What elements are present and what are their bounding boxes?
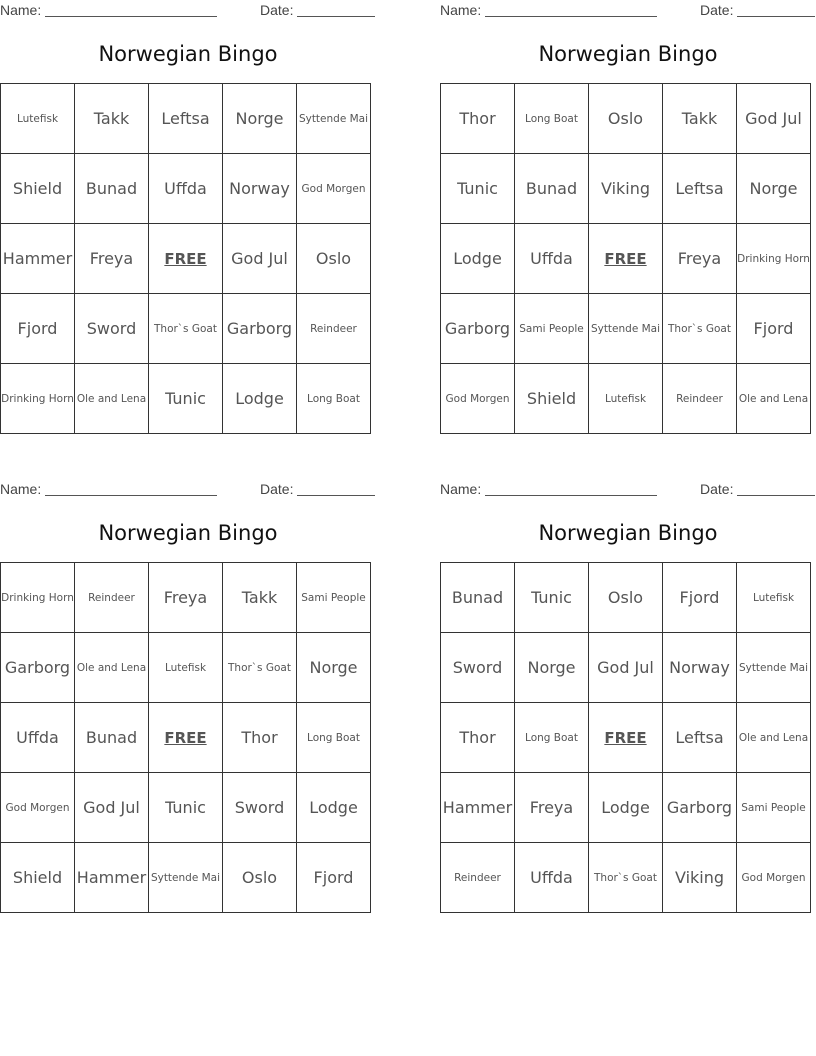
bingo-card-1 [0, 0, 376, 430]
date-line [737, 16, 815, 17]
bingo-cell: Oslo [223, 843, 297, 913]
bingo-row [441, 84, 811, 154]
free-space: FREE [589, 224, 663, 294]
bingo-cell: Thor`s Goat [663, 294, 737, 364]
bingo-cell: Ole and Lena [737, 364, 811, 434]
card-header [440, 481, 816, 499]
bingo-cell: Fjord [737, 294, 811, 364]
bingo-cell: God Jul [75, 773, 149, 843]
bingo-cell: Leftsa [663, 703, 737, 773]
bingo-cell: Syttende Mai [149, 843, 223, 913]
bingo-cell: God Jul [223, 224, 297, 294]
bingo-cell: Lutefisk [589, 364, 663, 434]
bingo-cell: Oslo [297, 224, 371, 294]
bingo-cell: Takk [663, 84, 737, 154]
bingo-cell: Lodge [223, 364, 297, 434]
bingo-cell: Sami People [515, 294, 589, 364]
bingo-cell: Uffda [149, 154, 223, 224]
bingo-cell: God Morgen [1, 773, 75, 843]
bingo-cell: Oslo [589, 84, 663, 154]
bingo-cell: Sword [441, 633, 515, 703]
bingo-cell: Norge [515, 633, 589, 703]
bingo-cell: Shield [515, 364, 589, 434]
bingo-cell: Lutefisk [149, 633, 223, 703]
bingo-row [441, 633, 811, 703]
bingo-cell: Leftsa [149, 84, 223, 154]
bingo-row [1, 703, 371, 773]
bingo-row [441, 563, 811, 633]
bingo-cell: Thor [223, 703, 297, 773]
bingo-grid [0, 83, 371, 434]
date-line [737, 495, 815, 496]
bingo-cell: Hammer [1, 224, 75, 294]
bingo-cell: Bunad [75, 154, 149, 224]
bingo-cell: God Jul [737, 84, 811, 154]
bingo-cell: Uffda [515, 224, 589, 294]
bingo-cell: God Morgen [297, 154, 371, 224]
bingo-cell: Reindeer [75, 563, 149, 633]
free-space: FREE [149, 703, 223, 773]
bingo-cell: Sword [75, 294, 149, 364]
bingo-row [441, 773, 811, 843]
bingo-card-2 [440, 0, 816, 430]
bingo-cell: Drinking Horn [737, 224, 811, 294]
bingo-cell: Tunic [441, 154, 515, 224]
bingo-card-3 [0, 479, 376, 909]
bingo-cell: Syttende Mai [297, 84, 371, 154]
bingo-cell: Sami People [297, 563, 371, 633]
bingo-row [1, 563, 371, 633]
bingo-cell: Long Boat [515, 703, 589, 773]
bingo-cell: Thor`s Goat [589, 843, 663, 913]
bingo-cell: Freya [75, 224, 149, 294]
bingo-cell: Freya [663, 224, 737, 294]
bingo-cell: Takk [223, 563, 297, 633]
bingo-cell: Oslo [589, 563, 663, 633]
bingo-row [1, 364, 371, 434]
bingo-cell: Drinking Horn [1, 364, 75, 434]
bingo-cell: Thor`s Goat [149, 294, 223, 364]
bingo-cell: Sami People [737, 773, 811, 843]
date-line [297, 495, 375, 496]
bingo-cell: Uffda [1, 703, 75, 773]
bingo-cell: Ole and Lena [737, 703, 811, 773]
bingo-cell: Tunic [149, 773, 223, 843]
bingo-row [1, 224, 371, 294]
card-header [0, 2, 376, 20]
date-line [297, 16, 375, 17]
bingo-cell: Long Boat [515, 84, 589, 154]
bingo-cell: God Morgen [441, 364, 515, 434]
bingo-cell: Reindeer [663, 364, 737, 434]
bingo-cell: Lutefisk [1, 84, 75, 154]
bingo-row [441, 224, 811, 294]
free-space: FREE [149, 224, 223, 294]
bingo-cell: Lodge [441, 224, 515, 294]
date-label: Date: [260, 481, 294, 497]
bingo-row [441, 364, 811, 434]
bingo-row [1, 773, 371, 843]
bingo-cell: Ole and Lena [75, 633, 149, 703]
bingo-cell: Thor [441, 703, 515, 773]
bingo-cell: Ole and Lena [75, 364, 149, 434]
bingo-cell: Norway [223, 154, 297, 224]
bingo-row [441, 703, 811, 773]
bingo-cell: Shield [1, 843, 75, 913]
free-space: FREE [589, 703, 663, 773]
bingo-cell: Tunic [515, 563, 589, 633]
bingo-card-4 [440, 479, 816, 909]
bingo-grid [440, 562, 811, 913]
bingo-cell: Thor`s Goat [223, 633, 297, 703]
bingo-cell: Sword [223, 773, 297, 843]
name-line [45, 16, 217, 17]
bingo-cell: Garborg [223, 294, 297, 364]
bingo-cell: Uffda [515, 843, 589, 913]
bingo-cell: Norway [663, 633, 737, 703]
bingo-cell: Garborg [663, 773, 737, 843]
bingo-cell: Long Boat [297, 364, 371, 434]
name-label: Name: [0, 2, 42, 18]
card-header [0, 481, 376, 499]
name-label: Name: [440, 2, 482, 18]
bingo-cell: Bunad [441, 563, 515, 633]
bingo-row [1, 154, 371, 224]
date-label: Date: [700, 2, 734, 18]
bingo-cell: Syttende Mai [589, 294, 663, 364]
bingo-cell: Fjord [1, 294, 75, 364]
bingo-cell: Fjord [663, 563, 737, 633]
bingo-cell: Fjord [297, 843, 371, 913]
bingo-cell: God Jul [589, 633, 663, 703]
bingo-cell: Bunad [515, 154, 589, 224]
card-header [440, 2, 816, 20]
bingo-cell: Lodge [589, 773, 663, 843]
bingo-cell: Shield [1, 154, 75, 224]
bingo-cell: Lodge [297, 773, 371, 843]
bingo-cell: Hammer [441, 773, 515, 843]
bingo-grid [0, 562, 371, 913]
name-line [45, 495, 217, 496]
bingo-row [441, 154, 811, 224]
card-title: Norwegian Bingo [98, 521, 278, 545]
date-label: Date: [260, 2, 294, 18]
bingo-cell: Viking [589, 154, 663, 224]
bingo-cell: Syttende Mai [737, 633, 811, 703]
bingo-row [1, 294, 371, 364]
bingo-cell: Norge [737, 154, 811, 224]
name-line [485, 495, 657, 496]
bingo-row [441, 843, 811, 913]
bingo-cell: Freya [149, 563, 223, 633]
bingo-cell: Hammer [75, 843, 149, 913]
bingo-cell: Garborg [441, 294, 515, 364]
bingo-cell: Reindeer [297, 294, 371, 364]
card-title: Norwegian Bingo [538, 42, 718, 66]
bingo-cell: Leftsa [663, 154, 737, 224]
name-label: Name: [440, 481, 482, 497]
bingo-cell: Thor [441, 84, 515, 154]
bingo-cell: Norge [223, 84, 297, 154]
bingo-cell: Norge [297, 633, 371, 703]
name-label: Name: [0, 481, 42, 497]
bingo-cell: Freya [515, 773, 589, 843]
bingo-cell: Drinking Horn [1, 563, 75, 633]
bingo-cell: Long Boat [297, 703, 371, 773]
bingo-cell: Lutefisk [737, 563, 811, 633]
bingo-cell: Tunic [149, 364, 223, 434]
date-label: Date: [700, 481, 734, 497]
bingo-row [1, 84, 371, 154]
bingo-row [1, 843, 371, 913]
bingo-cell: Viking [663, 843, 737, 913]
bingo-row [441, 294, 811, 364]
bingo-cell: Reindeer [441, 843, 515, 913]
name-line [485, 16, 657, 17]
bingo-cell: Takk [75, 84, 149, 154]
bingo-cell: Garborg [1, 633, 75, 703]
card-title: Norwegian Bingo [98, 42, 278, 66]
bingo-grid [440, 83, 811, 434]
bingo-cell: God Morgen [737, 843, 811, 913]
bingo-row [1, 633, 371, 703]
bingo-cell: Bunad [75, 703, 149, 773]
card-title: Norwegian Bingo [538, 521, 718, 545]
